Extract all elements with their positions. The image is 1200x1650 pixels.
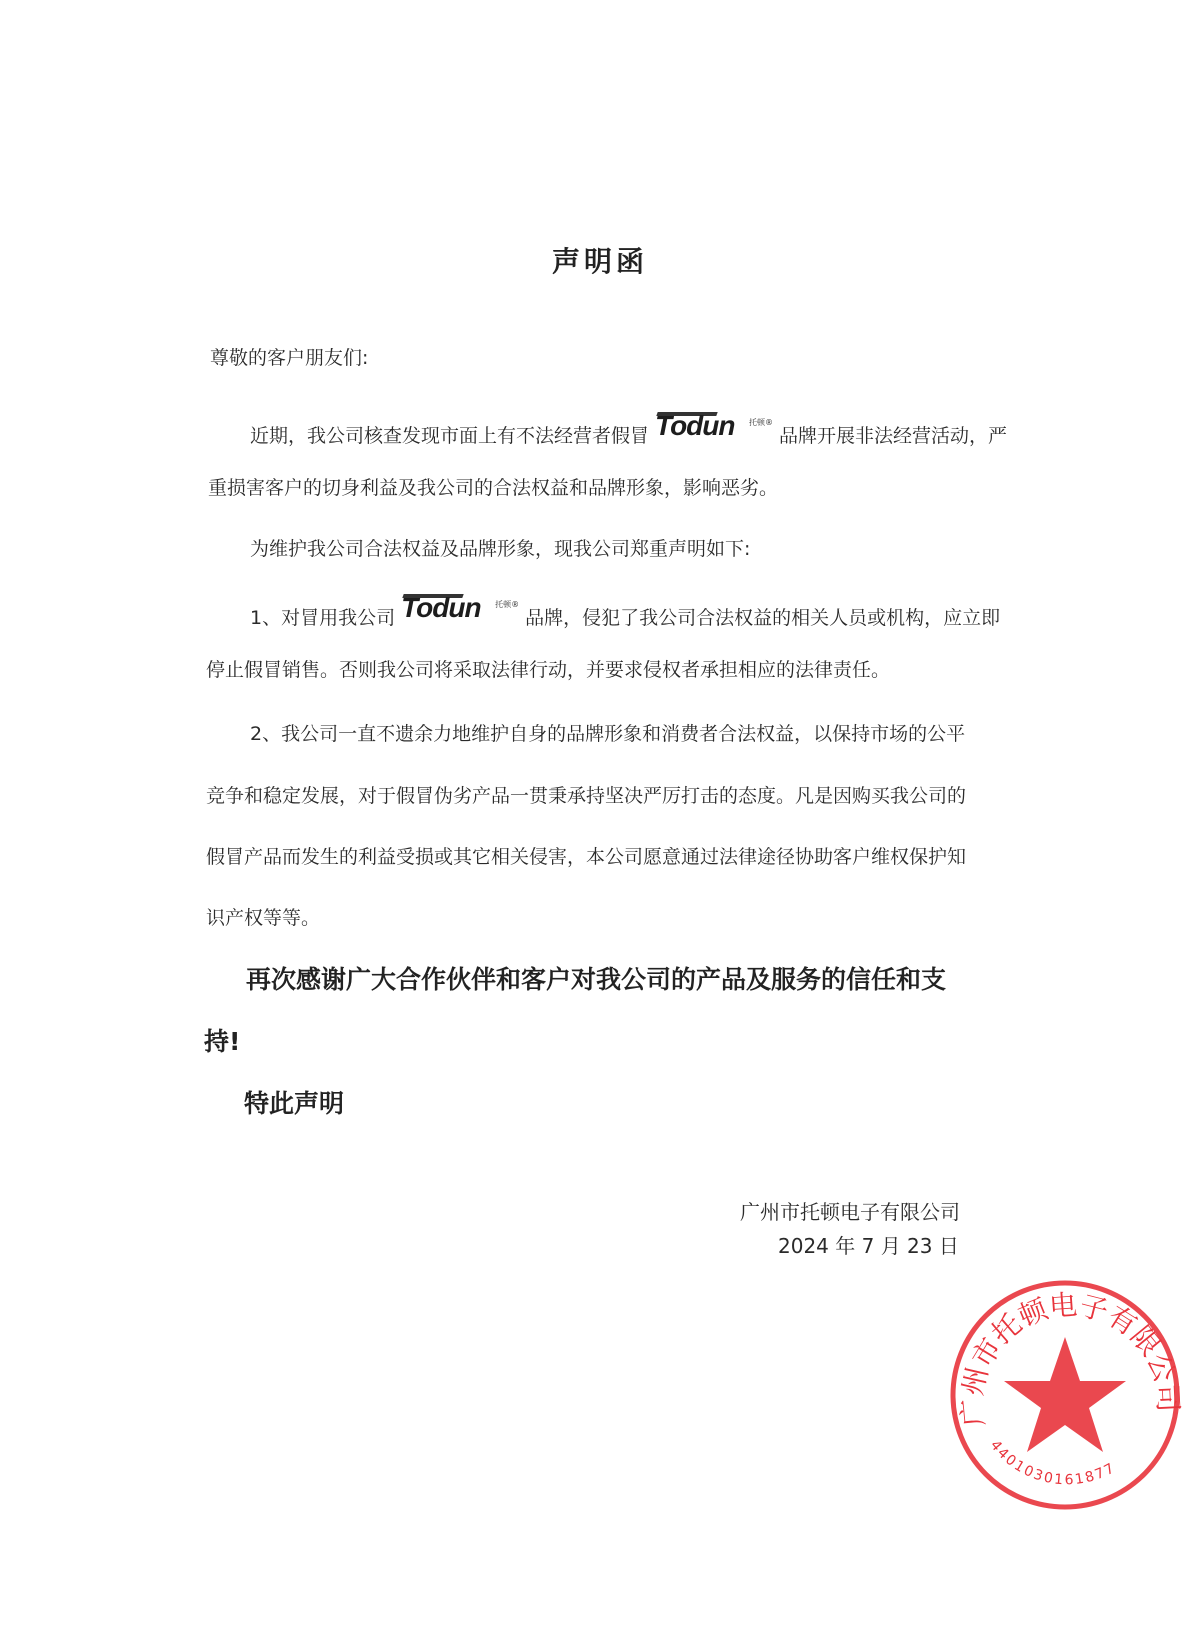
closing: 特此声明 <box>244 1089 345 1118</box>
thanks-line2: 持! <box>204 1027 241 1056</box>
paragraph1-text: 近期，我公司核查发现市面上有不法经营者假冒 <box>250 425 650 447</box>
document-title: 声明函 <box>551 245 648 278</box>
paragraph2: 为维护我公司合法权益及品牌形象，现我公司郑重声明如下: <box>250 538 751 560</box>
thanks-line1: 再次感谢广大合作伙伴和客户对我公司的产品及服务的信任和支 <box>246 965 947 994</box>
paragraph1-line2: 重损害客户的切身利益及我公司的合法权益和品牌形象，影响恶劣。 <box>208 477 779 499</box>
signature-date: 2024 年 7 月 23 日 <box>778 1234 959 1258</box>
signature-company: 广州市托顿电子有限公司 <box>740 1200 960 1224</box>
item2-line: 假冒产品而发生的利益受损或其它相关侵害，本公司愿意通过法律途径协助客户维权保护知 <box>206 846 967 868</box>
paragraph1-line1 <box>250 410 1008 448</box>
todun-logo: Todun 托顿® <box>655 410 774 441</box>
todun-logo: Todun 托顿® <box>401 592 520 623</box>
item2-line: 识产权等等。 <box>206 907 321 929</box>
item1-text: 品牌，侵犯了我公司合法权益的相关人员或机构，应立即 <box>525 607 1001 629</box>
item1-line2: 停止假冒销售。否则我公司将采取法律行动，并要求侵权者承担相应的法律责任。 <box>206 659 891 681</box>
item2-line: 竞争和稳定发展，对于假冒伪劣产品一贯秉承持坚决严厉打击的态度。凡是因购买我公司的 <box>206 785 967 807</box>
seal-number: 4401030161877 <box>986 1437 1119 1489</box>
item1-line1 <box>250 592 1001 630</box>
salutation: 尊敬的客户朋友们: <box>210 347 369 369</box>
paragraph1-text: 品牌开展非法经营活动，严 <box>779 425 1008 447</box>
star-icon <box>1004 1337 1126 1452</box>
company-seal <box>945 1275 1185 1515</box>
seal-text: 广州市托顿电子有限公司 <box>955 1288 1185 1428</box>
item1-text: 1、对冒用我公司 <box>250 607 396 629</box>
item2-line: 2、我公司一直不遗余力地维护自身的品牌形象和消费者合法权益，以保持市场的公平 <box>250 723 966 745</box>
